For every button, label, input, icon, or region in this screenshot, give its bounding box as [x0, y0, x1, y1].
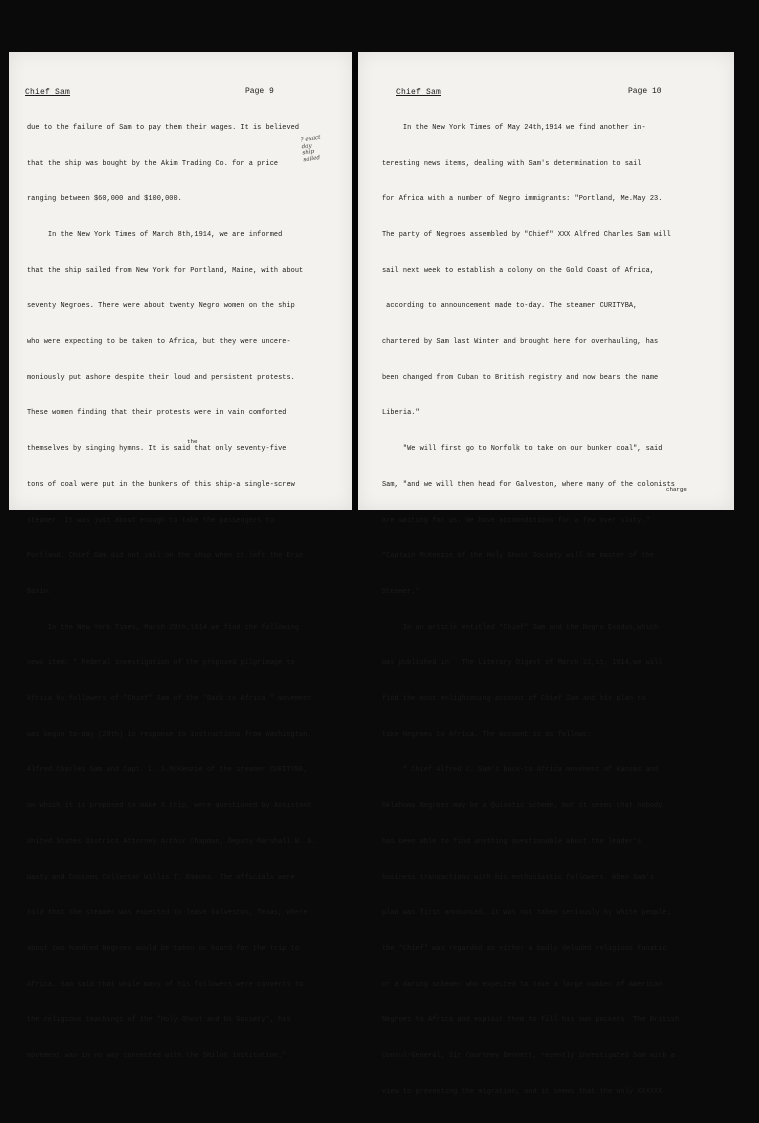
text-line: Steamer."	[382, 587, 420, 596]
text-line: moniously put ashore despite their loud and persistent protests.	[27, 373, 295, 382]
text-line: on which it is proposed to make X trip, were questioned by Assistant	[27, 802, 312, 811]
text-line: that the ship sailed from New York for Portland, Maine, with about	[27, 266, 304, 275]
text-line: about two hundred Negroes would be taken on board for the trip to	[27, 944, 300, 953]
text-line: take Negroes to Africa. The account is as follows:	[382, 730, 592, 739]
text-line: These women finding that their protests were in vain comforted	[27, 409, 287, 418]
text-line: teresting news items, dealing with Sam's determination to sail	[382, 159, 642, 168]
text-line: movement was in no way connected with the Shiloh institution."	[27, 1052, 287, 1061]
text-line: United States District Attorney Arthur Chapman, Deputy Marshall W. S.	[27, 837, 316, 846]
text-line: Africa by followers of "Chief" Sam of the "Back to Africa " movement	[27, 695, 312, 704]
text-line: Africa. Sam said that while many of his followers were converts to	[27, 980, 304, 989]
text-line: or a daring schemer who expected to take a large number of American	[382, 980, 663, 989]
text-line: seventy Negroes. There were about twenty Negro women on the ship	[27, 302, 295, 311]
text-line: that the ship was bought by the Akim Trading Co. for a price	[27, 159, 279, 168]
text-line: the religious teachings of the "Holy Ghost and Us Society", his	[27, 1016, 291, 1025]
left-header-title: Chief Sam	[25, 88, 71, 97]
left-page	[9, 52, 352, 1061]
text-line: according to announcement made to-day. The steamer CURITYBA,	[382, 302, 638, 311]
text-line: find the most enlightening account of Chief Sam and his plan to	[382, 695, 646, 704]
left-correction: the	[187, 438, 198, 445]
text-line: Oklahoma Negroes may be a Quixotic scheme, but it seems that nobody	[382, 802, 663, 811]
text-line: was begun to-day (28th) in response to instructions from Washington.	[27, 730, 312, 739]
text-line: news item: " Federal investigation of the proposed pilgrimage to	[27, 659, 295, 668]
text-line: "We will first go to Norfolk to take on our bunker coal", said	[382, 445, 663, 454]
text-line: tons of coal were put in the bunkers of this ship-a single-screw	[27, 480, 295, 489]
right-header-title: Chief Sam	[396, 88, 442, 97]
right-page-number: Page 10	[628, 87, 662, 96]
text-line: been changed from Cuban to British registry and now bears the name	[382, 373, 659, 382]
left-body-text	[27, 99, 340, 1087]
text-line: for Africa with a number of Negro immigrants: "Portland, Me.May 23.	[382, 195, 663, 204]
text-line: sail next week to establish a colony on the Gold Coast of Africa,	[382, 266, 655, 275]
text-line: Alfred Charles Sam and Capt. L. S.McKenzie of the steamer CURITYBA,	[27, 766, 308, 775]
text-line: " Chief Alfred C. Sam's back-to Africa movement of Kansas and	[382, 766, 659, 775]
text-line: due to the failure of Sam to pay them their wages. It is believed	[27, 123, 300, 132]
text-line: steamer. It was just about enough to take the passengers to	[27, 516, 274, 525]
text-line: Wasty and Customs Collector Willis T. Emmons. The officials were	[27, 873, 295, 882]
text-line: who were expecting to be taken to Africa, but they were uncere-	[27, 338, 291, 347]
text-line: plan was first announced, it was not taken seriously by white people;	[382, 909, 671, 918]
text-line: "Captain McKenzie of the Holy Ghost Society will be master of the	[382, 552, 655, 561]
text-line: Consul-General, Sir Courtney Bennett, recently investigated Sam with a	[382, 1052, 675, 1061]
text-line: the "Chief" was regarded as either a badly deluded religious fanatic	[382, 944, 667, 953]
text-line: are waiting for us. We have accomodations for a few over sixty."	[382, 516, 650, 525]
text-line: In the New York Times, March 29th,1914 we find the following	[27, 623, 300, 632]
text-line: told that the steamer was expected to leave Galveston, Texas, where	[27, 909, 308, 918]
text-line: chartered by Sam last Winter and brought here for overhauling, has	[382, 338, 659, 347]
right-body-text	[382, 99, 722, 1123]
text-line: Negroes to Africa and exploit them to fill his own pockets. The British	[382, 1016, 680, 1025]
right-page	[358, 52, 734, 1096]
text-line: has been able to find anything questionable about the leader's	[382, 837, 642, 846]
text-line: Liberia."	[382, 409, 420, 418]
text-line: The party of Negroes assembled by "Chief" XXX Alfred Charles Sam will	[382, 230, 671, 239]
text-line: business transactions with his enthusiastic followers. When Sam's	[382, 873, 655, 882]
text-line: was published in The Literary Digest of March 21,st, 1914,we will	[382, 659, 663, 668]
left-page-number: Page 9	[245, 87, 274, 96]
text-line: themselves by singing hymns. It is said that only seventy-five	[27, 445, 287, 454]
text-line: ranging between $60,000 and $100,000.	[27, 195, 182, 204]
text-line: Basin.	[27, 587, 53, 596]
text-line: Sam, "and we will then head for Galveston, where many of the colonists	[382, 480, 675, 489]
text-line: In an article entitled "Chief" Sam and the Negro Exodus,which	[382, 623, 659, 632]
text-line: view to preventing the migration, and it seems that the only XXXXXX	[382, 1087, 663, 1096]
text-line: In the New York Times of May 24th,1914 we find another in-	[382, 123, 646, 132]
right-correction: charge	[666, 486, 687, 493]
handwritten-annotation: ? exact day ship sailed	[300, 134, 321, 163]
text-line: Portland. Chief Sam did not sail on the ship when it left the Erie	[27, 552, 304, 561]
text-line: In the New York Times of March 8th,1914, we are informed	[27, 230, 283, 239]
